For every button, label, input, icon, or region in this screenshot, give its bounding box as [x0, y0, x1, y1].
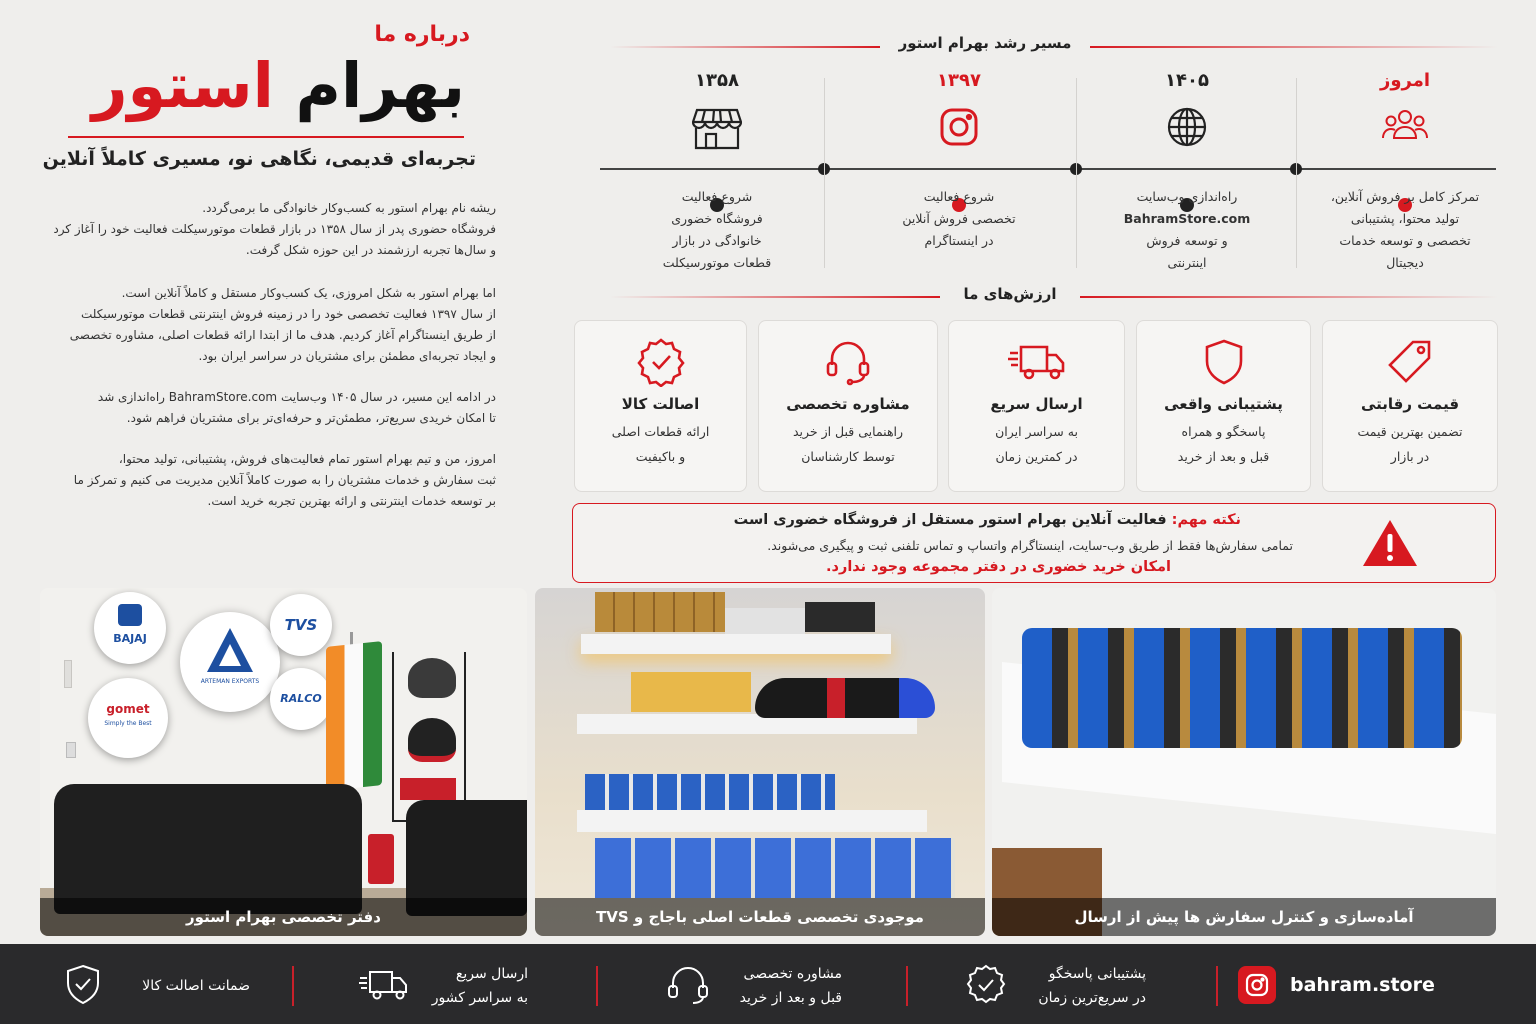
sofa-left: [54, 784, 362, 914]
footer-item-text: مشاوره تخصصی قبل و بعد از خرید: [739, 966, 842, 1006]
about-kicker: درباره ما: [374, 22, 470, 47]
storefront-icon: [622, 106, 812, 156]
about-paragraph-4: امروز، من و تیم بهرام استور تمام فعالیت‌های فروش، پشتیبانی، تولید محتوا، ثبت سفارش و خدمات مشتریان را به صورت کاملاً آنلاین مدیریت می کنیم و تمرکز ما بر توسعه خدمات اینترنتی و ارائه بهترین تجربه خرید است.: [73, 452, 496, 508]
timeline-title-line-left: [610, 46, 880, 48]
team-icon: [1310, 106, 1500, 156]
instagram-icon: [1238, 966, 1276, 1004]
value-card-price: [1322, 320, 1498, 492]
value-card-consulting: [758, 320, 938, 492]
brand-title-red: استور: [91, 49, 274, 122]
instagram-handle[interactable]: [1238, 966, 1435, 1004]
value-desc: به سراسر ایران در کمترین زمان: [995, 424, 1078, 464]
timeline-title-line-right: [1090, 46, 1498, 48]
notice-warning: امکان خرید خضوری در دفتر مجموعه وجود ندارد.: [826, 559, 1171, 575]
helmet: [408, 718, 456, 762]
footer-divider: [906, 966, 908, 1006]
values-title: ارزش‌های ما: [963, 285, 1057, 303]
value-card-support: [1136, 320, 1311, 492]
footer-divider: [1216, 966, 1218, 1006]
about-paragraph-2: اما بهرام استور به شکل امروزی، یک کسب‌وکار مستقل و کاملاً آنلاین است. از سال ۱۳۹۷ فعالیت تخصصی خود را در زمینه فروش اینترنتی قطعات موتورسیکلت از طریق اینستاگرام آغاز کردیم. هدف ما از ابتدا ارائه قطعات اصلی، مشاوره تخصصی و ایجاد تجربه‌ای مطمئن برای مشتریان در سراسر ایران بود.: [69, 286, 496, 363]
shelf: [581, 634, 891, 654]
timeline-divider: [824, 78, 825, 268]
notice-headline-row: [593, 512, 1241, 528]
timeline-desc: شروع فعالیت فروشگاه خضوری خانوادگی در بازار قطعات موتورسیکلت: [662, 189, 772, 270]
timeline-year: امروز: [1379, 70, 1431, 91]
notice-box: [572, 503, 1496, 583]
brand-title: [40, 44, 465, 128]
ralco-logo: RALCO: [270, 668, 332, 730]
india-flag: [326, 641, 382, 791]
product-boxes: [585, 774, 835, 810]
value-desc: راهنمایی قبل از خرید توسط کارشناسان: [792, 424, 904, 464]
shield-check-icon: [64, 964, 102, 1006]
badge-check-icon: [966, 964, 1006, 1006]
photo-inventory: [535, 588, 985, 936]
product-boxes: [805, 602, 875, 632]
tvs-logo: TVS: [270, 594, 332, 656]
timeline-year: ۱۳۵۸: [695, 70, 739, 91]
value-desc: پاسخگو و همراه قبل و بعد از خرید: [1177, 424, 1270, 464]
product-box: [400, 778, 456, 800]
bajaj-logo: BAJAJ: [94, 592, 166, 664]
brand-underline: [68, 136, 464, 138]
helmet: [408, 658, 456, 698]
parts-pile: [1022, 628, 1462, 748]
truck-icon: [358, 966, 410, 1004]
value-title: قیمت رقابتی: [1360, 395, 1460, 413]
photo-caption-inventory: موجودی تخصصی قطعات اصلی باجاج و TVS: [535, 898, 985, 936]
product-boxes: [631, 672, 751, 712]
footer-bar: [0, 944, 1536, 1024]
timeline-title: مسیر رشد بهرام استور: [898, 34, 1072, 52]
footer-divider: [596, 966, 598, 1006]
timeline-year: ۱۳۹۷: [937, 70, 981, 91]
timeline-desc: شروع فعالیت تخصصی فروش آنلاین در اینستاگرام: [902, 189, 1016, 248]
price-tag-icon: [1385, 337, 1435, 387]
photo-order-prep: [992, 588, 1496, 936]
photo-caption-office: دفتر تخصصی بهرام استور: [40, 898, 527, 936]
notice-headline: فعالیت آنلاین بهرام استور مستقل از فروشگاه خضوری است: [733, 512, 1167, 528]
values-title-line-left: [610, 296, 940, 298]
value-title: ارسال سریع: [990, 395, 1083, 413]
about-paragraph-1: ریشه نام بهرام استور به کسب‌وکار خانوادگی ما برمی‌گردد. فروشگاه حضوری پدر از سال ۱۳۵۸ در بازار قطعات موتورسیکلت فعالیت خود را آغاز کرد و سال‌ها تجربه ارزشمند در این حوزه شکل گرفت.: [53, 201, 496, 257]
about-body: [30, 198, 496, 512]
footer-item-text: ضمانت اصالت کالا: [142, 978, 250, 994]
photo-caption-order-prep: آماده‌سازی و کنترل سفارش ها پیش از ارسال: [992, 898, 1496, 936]
value-card-authenticity: [574, 320, 747, 492]
footer-item-text: پشتیبانی پاسخگو در سریع‌ترین زمان: [1038, 966, 1146, 1006]
arteman-logo: ARTEMAN EXPORTS: [180, 612, 280, 712]
value-title: پشتیبانی واقعی: [1164, 395, 1283, 413]
warning-icon: [1361, 518, 1419, 568]
notice-label: نکته مهم:: [1171, 512, 1241, 528]
value-desc: تضمین بهترین قیمت در بازار: [1357, 424, 1463, 464]
office-light-switch: [64, 660, 72, 688]
headset-icon: [666, 964, 710, 1006]
about-tagline: تجربه‌ای قدیمی، نگاهی نو، مسیری کاملاً آنلاین: [42, 148, 476, 170]
value-title: اصالت کالا: [621, 395, 700, 413]
footer-item-authenticity: [64, 962, 264, 1008]
footer-item-consulting: [666, 962, 866, 1008]
timeline-divider: [1076, 78, 1077, 268]
photo-office: [40, 588, 527, 936]
shelf: [577, 810, 927, 832]
about-paragraph-3: در ادامه این مسیر، در سال ۱۴۰۵ وب‌سایت BahramStore.com راه‌اندازی شد تا امکان خریدی سریع‌تر، مطمئن‌تر و حرفه‌ای‌تر برای مشتریان فراهم شود.: [97, 390, 496, 425]
instagram-handle-text: bahram.store: [1290, 974, 1435, 996]
desk-flag: [368, 834, 394, 884]
timeline-divider: [1296, 78, 1297, 268]
timeline-desc: تمرکز کامل بر فروش آنلاین، تولید محتوا، پشتیبانی تخصصی و توسعه خدمات دیجیتال: [1330, 189, 1480, 270]
gomet-logo: gomet Simply the Best: [88, 678, 168, 758]
timeline-desc: راه‌اندازی وب‌سایت BahramStore.com و توسعه فروش اینترنتی: [1123, 189, 1251, 270]
office-light-switch: [66, 742, 76, 758]
notice-line: تمامی سفارش‌ها فقط از طریق وب-سایت، اینستاگرام واتساپ و تماس تلفنی ثبت و پیگیری می‌شوند.: [767, 538, 1293, 553]
value-card-shipping: [948, 320, 1125, 492]
shield-icon: [1199, 337, 1249, 387]
footer-item-shipping: [358, 962, 548, 1008]
parts-bags: [595, 838, 955, 898]
truck-icon: [1007, 337, 1067, 387]
instagram-icon: [864, 106, 1054, 156]
values-title-line-right: [1080, 296, 1498, 298]
footer-divider: [292, 966, 294, 1006]
footer-item-support: [966, 962, 1156, 1008]
timeline-year: ۱۴۰۵: [1165, 70, 1209, 91]
fairing-parts: [755, 678, 935, 718]
globe-icon: [1092, 106, 1282, 156]
product-boxes: [595, 592, 725, 632]
footer-item-text: ارسال سریع به سراسر کشور: [431, 966, 528, 1006]
brand-title-black: بهرام: [295, 49, 465, 122]
product-boxes: [725, 608, 805, 634]
value-desc: ارائه قطعات اصلی و باکیفیت: [611, 424, 710, 464]
badge-check-icon: [636, 337, 686, 387]
headset-icon: [823, 337, 873, 387]
value-title: مشاوره تخصصی: [786, 395, 910, 413]
